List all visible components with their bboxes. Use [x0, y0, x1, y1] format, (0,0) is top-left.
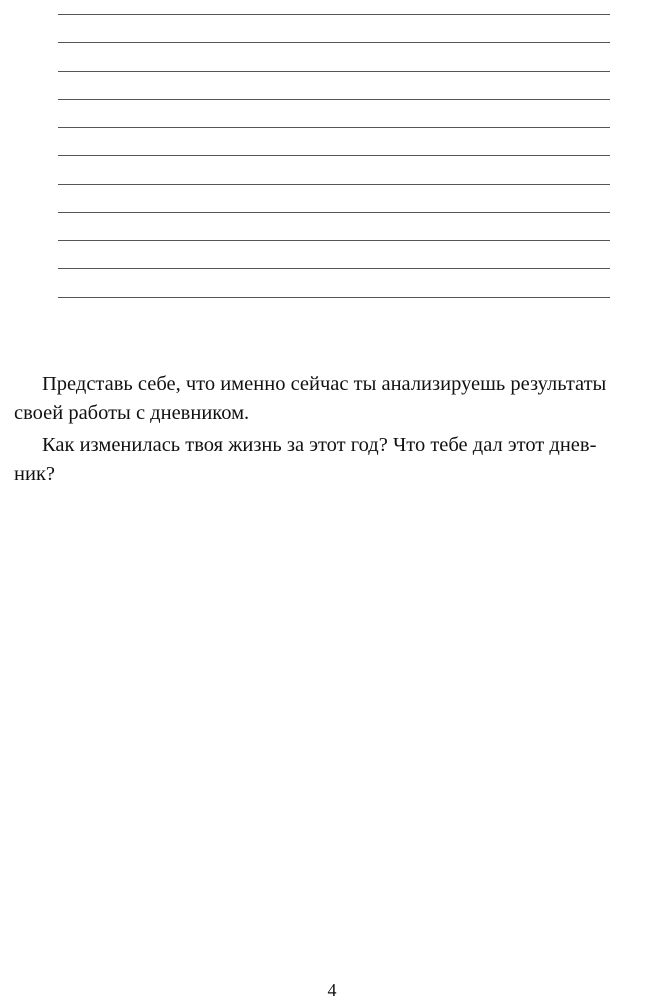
prompt-paragraph: Представь себе, что именно сейчас ты анализируешь результаты своей работы с дневником.	[14, 373, 607, 424]
writing-line	[58, 297, 610, 298]
writing-line	[58, 14, 610, 15]
prompt-paragraph: Как изменилась твоя жизнь за этот год? Что тебе дал этот днев- ник?	[14, 434, 597, 485]
writing-line	[58, 127, 610, 128]
writing-line	[58, 71, 610, 72]
writing-line	[58, 42, 610, 43]
writing-line	[58, 99, 610, 100]
writing-lines	[58, 14, 610, 298]
writing-line	[58, 240, 610, 241]
writing-line	[58, 268, 610, 269]
writing-line	[58, 212, 610, 213]
writing-line	[58, 155, 610, 156]
page-number: 4	[327, 980, 337, 1000]
writing-line	[58, 184, 610, 185]
prompt-text-block	[14, 370, 654, 492]
